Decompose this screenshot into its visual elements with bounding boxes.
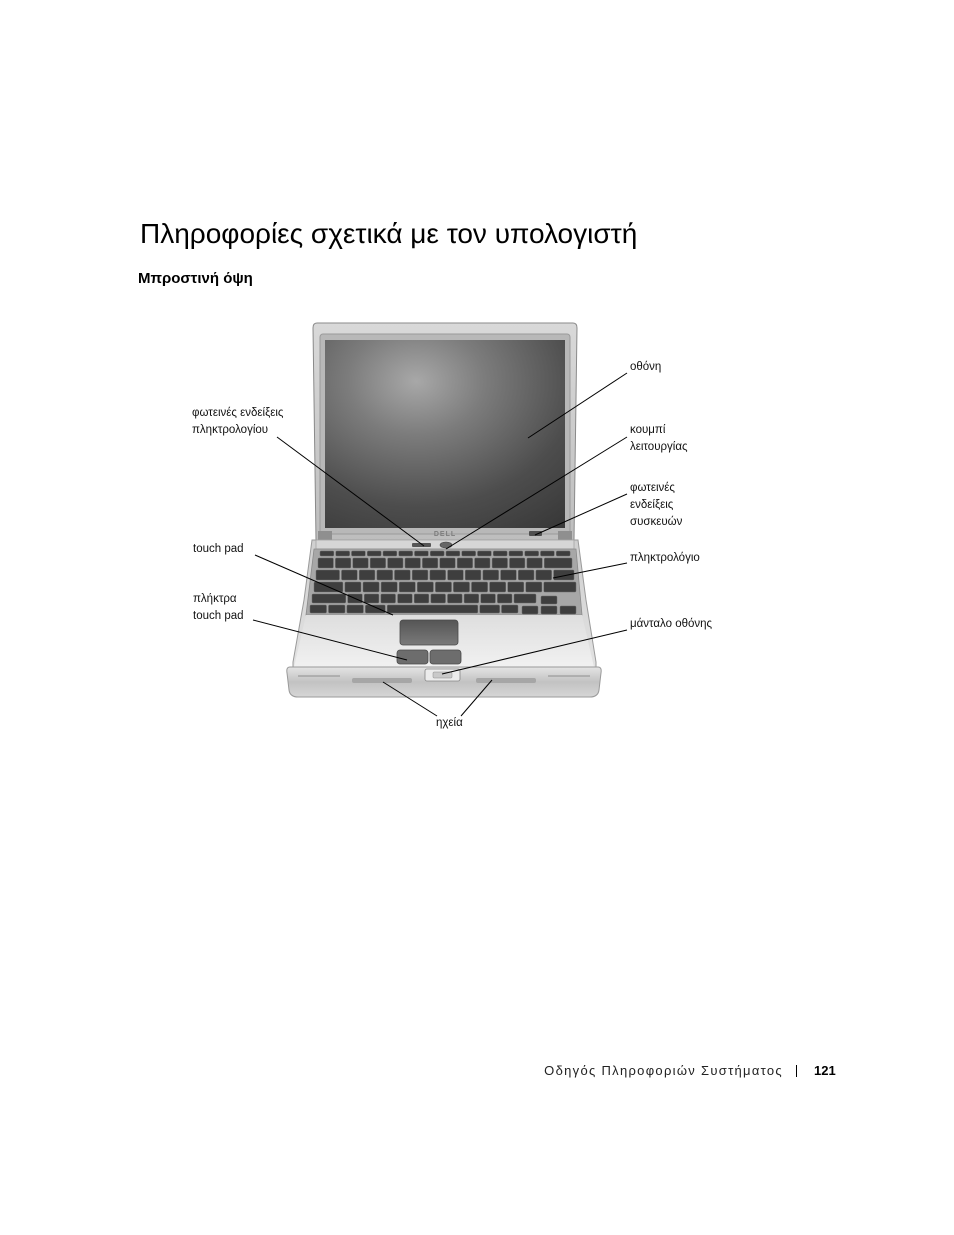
keyboard-key <box>536 570 552 580</box>
keyboard-key <box>417 582 433 592</box>
display-latch-slider <box>433 672 452 678</box>
keyboard-key <box>430 570 446 580</box>
keyboard-key <box>405 558 420 568</box>
touch-pad-button-left <box>397 650 428 664</box>
keyboard-key <box>310 605 327 613</box>
keyboard-key <box>320 551 334 556</box>
keyboard-key <box>422 558 437 568</box>
keyboard-key <box>370 558 385 568</box>
callout-display <box>630 359 661 376</box>
keyboard-key <box>453 582 469 592</box>
keyboard-key <box>415 551 429 556</box>
keyboard-key <box>381 582 397 592</box>
keyboard-key <box>364 594 379 603</box>
callout-touch-pad <box>193 541 244 558</box>
callout-display-latch <box>630 616 712 633</box>
keyboard-key <box>359 570 375 580</box>
keyboard-key <box>492 558 507 568</box>
callout-touch-pad-buttons <box>193 591 244 625</box>
keyboard-key <box>541 606 557 614</box>
keyboard-key <box>430 551 444 556</box>
keyboard-key <box>398 594 413 603</box>
callout-speakers <box>436 715 463 732</box>
keyboard-key <box>480 605 500 613</box>
page-number: 121 <box>814 1063 836 1078</box>
keyboard-key <box>412 570 428 580</box>
callout-keyboard-status-lights-line-2: πληκτρολογίου <box>192 424 269 436</box>
callout-display-latch-line-1: μάνταλο οθόνης <box>630 618 713 630</box>
keyboard-key <box>560 606 576 614</box>
keyboard-key <box>483 570 499 580</box>
keyboard-key <box>312 594 346 603</box>
callout-touch-pad-line-1: touch pad <box>193 543 244 555</box>
callout-touch-pad-buttons-line-1: πλήκτρα <box>193 593 237 605</box>
keyboard-key <box>383 551 397 556</box>
footer-guide-title: Οδηγός Πληροφοριών Συστήματος <box>544 1063 783 1078</box>
keyboard-key <box>363 582 379 592</box>
keyboard-key <box>448 594 463 603</box>
keyboard-key <box>502 605 519 613</box>
dell-logo: DELL <box>433 531 457 538</box>
callout-device-status-lights-line-1: φωτεινές <box>630 482 675 494</box>
callout-device-status-lights <box>630 480 682 531</box>
touch-pad <box>400 620 458 645</box>
callout-power-button-line-2: λειτουργίας <box>630 441 688 453</box>
keyboard-key <box>414 594 429 603</box>
keyboard-key <box>365 605 385 613</box>
keyboard-key <box>336 551 350 556</box>
keyboard-key <box>481 594 496 603</box>
keyboard-key <box>493 551 507 556</box>
keyboard-key <box>329 605 346 613</box>
keyboard-key <box>457 558 472 568</box>
keyboard-key <box>514 594 536 603</box>
keyboard-key <box>508 582 524 592</box>
keyboard-key <box>544 558 572 568</box>
touch-pad-button-right <box>430 650 461 664</box>
keyboard-key <box>345 582 361 592</box>
speaker-right <box>476 678 536 683</box>
keyboard-key <box>464 594 479 603</box>
keyboard-key <box>440 558 455 568</box>
keyboard-key <box>544 582 576 592</box>
keyboard-key <box>472 582 488 592</box>
speaker-left <box>352 678 412 683</box>
keyboard-key <box>510 558 525 568</box>
keyboard-key <box>399 582 415 592</box>
keyboard-key <box>462 551 476 556</box>
keyboard-key <box>527 558 542 568</box>
keyboard-key <box>556 551 570 556</box>
keyboard-key <box>446 551 460 556</box>
keyboard-key <box>501 570 517 580</box>
keyboard-key <box>352 551 366 556</box>
keyboard-key <box>399 551 413 556</box>
keyboard-key <box>318 558 333 568</box>
callout-display-line-1: οθόνη <box>630 361 662 373</box>
callout-keyboard-status-lights <box>192 405 283 439</box>
footer-separator <box>796 1065 797 1077</box>
callout-device-status-lights-line-2: ενδείξεις <box>630 499 674 511</box>
callout-device-status-lights-line-3: συσκευών <box>630 516 683 528</box>
keyboard-key <box>435 582 451 592</box>
keyboard-key <box>490 582 506 592</box>
keyboard-key <box>522 606 538 614</box>
keyboard-key <box>335 558 350 568</box>
keyboard-key <box>431 594 446 603</box>
callout-touch-pad-buttons-line-2: touch pad <box>193 610 244 622</box>
keyboard-key <box>509 551 523 556</box>
keyboard-key <box>497 594 512 603</box>
left-hinge <box>318 531 332 540</box>
keyboard-key <box>541 596 557 604</box>
keyboard-key <box>518 570 534 580</box>
callout-keyboard <box>630 550 700 567</box>
keyboard-key <box>316 570 340 580</box>
keyboard-key <box>525 551 539 556</box>
keyboard-key <box>541 551 555 556</box>
page-title: Πληροφορίες σχετικά με τον υπολογιστή <box>140 218 638 249</box>
keyboard-key <box>465 570 481 580</box>
keyboard-key <box>342 570 358 580</box>
keyboard-key <box>388 558 403 568</box>
keyboard-key <box>387 605 478 613</box>
section-title: Μπροστινή όψη <box>138 270 253 287</box>
keyboard-key <box>554 570 574 580</box>
keyboard-key <box>526 582 542 592</box>
keyboard-key <box>475 558 490 568</box>
keyboard-key <box>395 570 411 580</box>
keyboard-key <box>478 551 492 556</box>
keyboard-key <box>377 570 393 580</box>
keyboard-key <box>367 551 381 556</box>
callout-power-button <box>630 422 688 456</box>
keyboard-key <box>448 570 464 580</box>
keyboard-key <box>353 558 368 568</box>
keyboard-key <box>347 605 364 613</box>
callout-keyboard-line-1: πληκτρολόγιο <box>630 552 700 564</box>
keyboard-key <box>381 594 396 603</box>
right-hinge <box>558 531 572 540</box>
power-button <box>440 542 452 548</box>
callout-power-button-line-1: κουμπί <box>630 424 666 436</box>
callout-speakers-line-1: ηχεία <box>436 717 463 729</box>
callout-keyboard-status-lights-line-1: φωτεινές ενδείξεις <box>192 407 284 419</box>
